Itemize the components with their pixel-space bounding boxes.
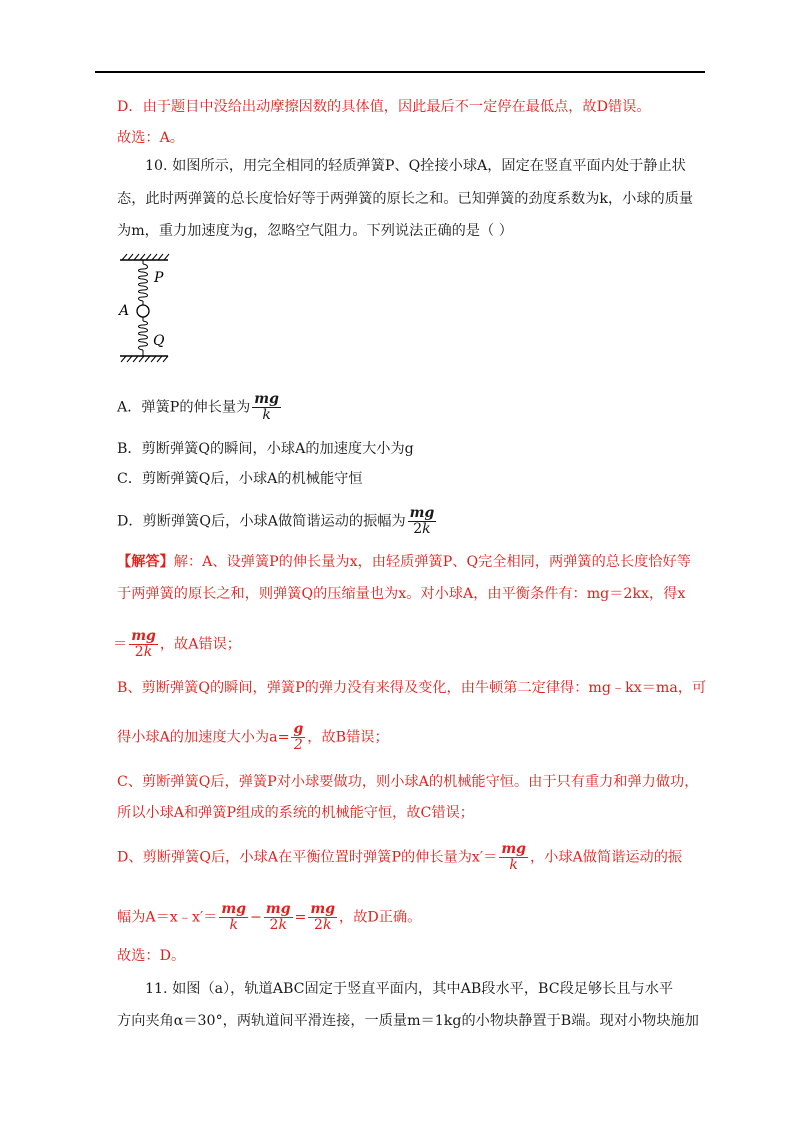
- label-q: Q: [153, 333, 165, 349]
- header-rule: [95, 71, 705, 73]
- option-b[interactable]: B．剪断弹簧Q的瞬间，小球A的加速度大小为g: [117, 441, 414, 457]
- option-d[interactable]: [117, 506, 438, 537]
- solution-fraction-x: $\frac{mg}{2k}$: [131, 628, 156, 660]
- solution-c-line-1: C、剪断弹簧Q后，弹簧P对小球要做功，则小球A的机械能守恒。由于只有重力和弹力做功，: [117, 774, 699, 790]
- option-d-text: D．剪断弹簧Q后，小球A做简谐运动的振幅为: [117, 513, 406, 530]
- option-a-text: A．弹簧P的伸长量为: [117, 399, 251, 416]
- solution-c-line-2: 所以小球A和弹簧P组成的系统的机械能守恒，故C错误；: [117, 805, 474, 821]
- option-c[interactable]: C．剪断弹簧Q后，小球A的机械能守恒: [117, 471, 363, 487]
- solution-fraction-a: $\frac{g}{2}$: [293, 721, 304, 753]
- solution-line-2: 于两弹簧的原长之和，则弹簧Q的压缩量也为x。对小球A，由平衡条件有：mg＝2kx，得x: [117, 586, 686, 602]
- option-a[interactable]: [117, 392, 283, 423]
- option-d-fraction: $\frac{mg}{2k}$: [409, 505, 435, 537]
- solution-fraction-amp-2: $\frac{mg}{2k}$: [265, 901, 291, 933]
- solution-fraction-xprime: $\frac{mg}{k}$: [501, 841, 526, 873]
- option-a-fraction: $\frac{mg}{k}$: [254, 391, 279, 423]
- solution-line-1: 【解答】解：A、设弹簧P的伸长量为x，由轻质弹簧P、Q完全相同，两弹簧的总长度恰好等: [117, 554, 691, 570]
- solution-answer: 故选：D。: [117, 948, 186, 964]
- question-11-line-2: 方向夹角α＝30°，两轨道间平滑连接，一质量m＝1kg的小物块静置于B端。现对小物块施加: [117, 1013, 699, 1029]
- solution-fraction-amp-1: $\frac{mg}{k}$: [221, 901, 247, 933]
- solution-d-line-2: 幅为A＝x﹣x′＝ $\frac{mg}{k}$ − $\frac{mg}{2k}$ = $\frac{mg}{2k}$ ，故D正确。: [117, 901, 422, 933]
- label-a: A: [119, 303, 130, 319]
- prev-answer: 故选：A。: [117, 130, 184, 146]
- solution-d-line-1: D、剪断弹簧Q后，小球A在平衡位置时弹簧P的伸长量为x′＝ $\frac{mg}{k}$ ，小球A做简谐运动的振: [117, 841, 683, 873]
- solution-b-line-2: 得小球A的加速度大小为a= $\frac{g}{2}$ ，故B错误；: [117, 721, 389, 753]
- label-p: P: [154, 270, 164, 286]
- question-10-line-2: 态，此时两弹簧的总长度恰好等于两弹簧的原长之和。已知弹簧的劲度系数为k，小球的质量: [117, 191, 694, 207]
- question-10-line-3: 为m，重力加速度为g，忽略空气阻力。下列说法正确的是（ ）: [117, 223, 513, 239]
- question-10-line-1: 10. 如图所示，用完全相同的轻质弹簧P、Q拴接小球A，固定在竖直平面内处于静止状: [145, 158, 686, 174]
- solution-line-3: ＝ $\frac{mg}{2k}$ ，故A错误；: [113, 628, 241, 660]
- spring-diagram-svg: [110, 252, 180, 364]
- solution-b-line-1: B、剪断弹簧Q的瞬间，弹簧P的弹力没有来得及变化，由牛顿第二定律得：mg﹣kx＝ma，可: [117, 680, 707, 696]
- question-11-line-1: 11. 如图（a），轨道ABC固定于竖直平面内，其中AB段水平，BC段足够长且与水平: [145, 981, 674, 997]
- spring-ball-figure: [110, 252, 180, 364]
- solution-fraction-amp-3: $\frac{mg}{2k}$: [310, 901, 336, 933]
- prev-option-d-explanation: D．由于题目中没给出动摩擦因数的具体值，因此最后不一定停在最低点，故D错误。: [117, 99, 651, 115]
- solution-tag: 【解答】: [117, 554, 174, 570]
